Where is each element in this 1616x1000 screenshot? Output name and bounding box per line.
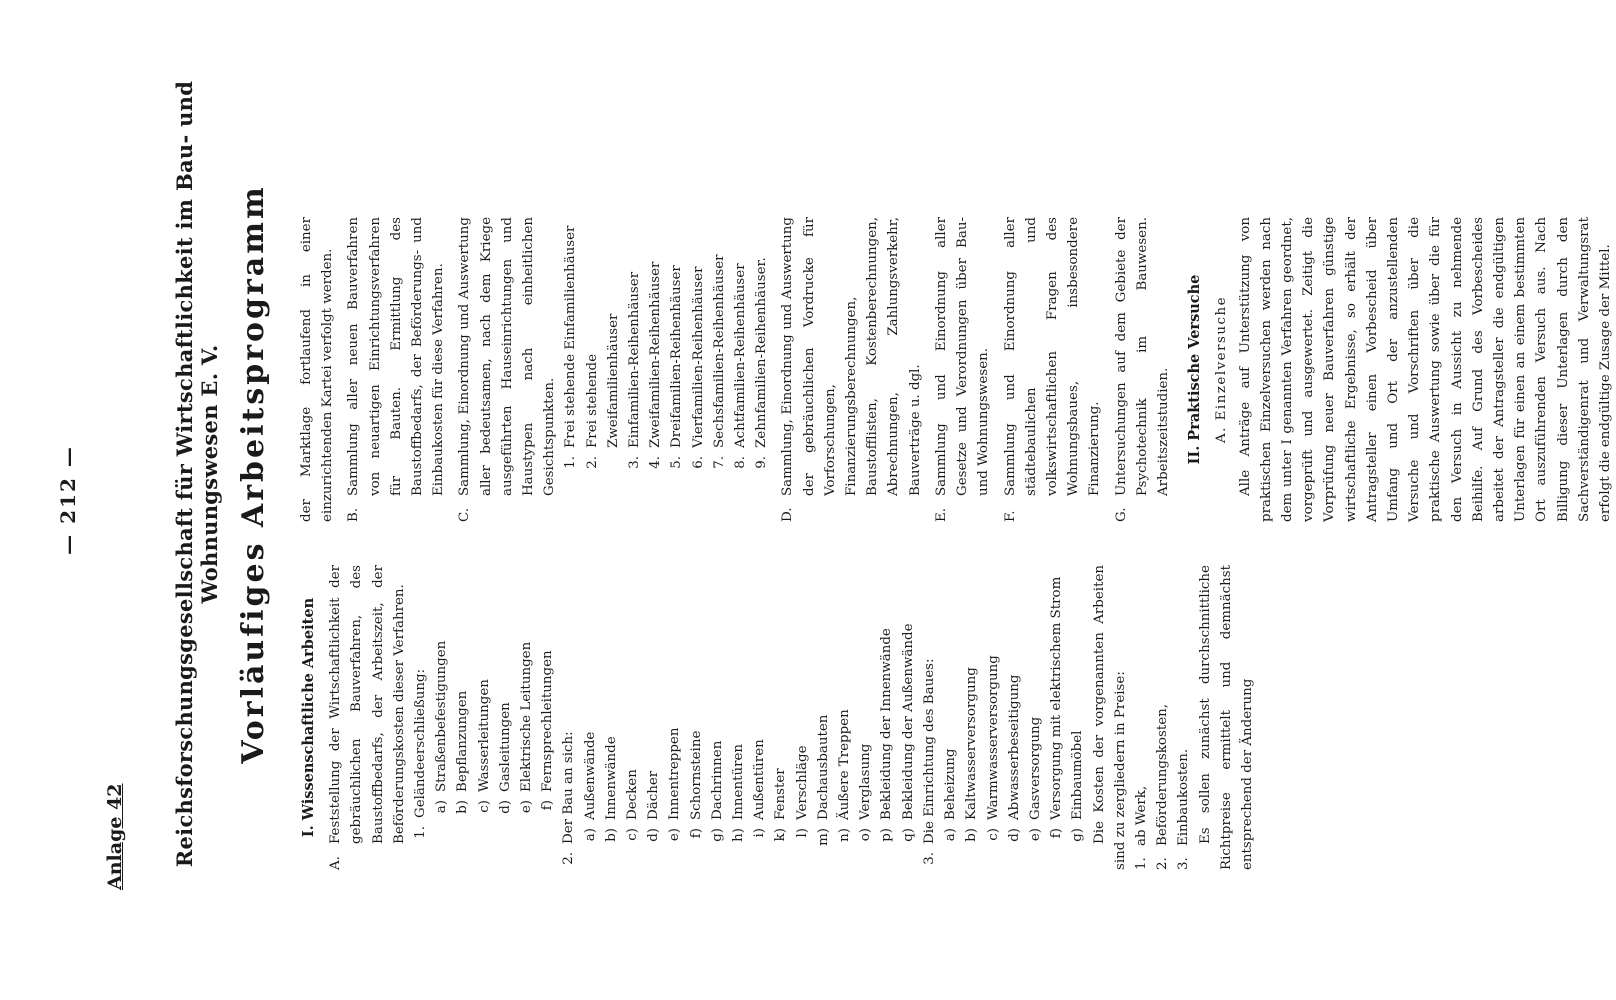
item-marker: 1. bbox=[563, 456, 579, 469]
item-marker: a) bbox=[434, 800, 450, 814]
item-text: Beförderungskosten, bbox=[1155, 703, 1171, 846]
item-marker: E. bbox=[933, 507, 949, 522]
section-2-heading: II. Praktische Versuche bbox=[1186, 274, 1204, 465]
list-item bbox=[1004, 565, 1025, 870]
item-text: Sammlung und Einordnung aller städtebaulichen und volkswirtschaftlichen Fragen des Wohnungsbaues, insbesondere Finanzierung. bbox=[1002, 217, 1103, 496]
item-text: Verglasung bbox=[858, 743, 874, 820]
item-marker: 3. bbox=[1176, 857, 1192, 870]
item-text: Dachausbauten bbox=[815, 714, 831, 820]
item-text: Bekleidung der Innenwände bbox=[879, 628, 895, 820]
list-item bbox=[940, 565, 961, 870]
list-item bbox=[452, 565, 473, 870]
list-item bbox=[666, 217, 687, 522]
item-marker: f) bbox=[540, 800, 556, 811]
list-item bbox=[686, 565, 707, 870]
item-text: Versorgung mit elektrischem Strom bbox=[1049, 576, 1065, 820]
section-2-paragraph: Alle Anträge auf Unterstützung von praktischen Einzelversuchen werden nach dem unter I genannten Verfahren geordnet, vorgeprüft und ausgewertet. Zeitigt die Vorprüfung neuer Bauverfahren günstige wirtschaftliche Ergebnisse, so erhält der Antragsteller einen Vorbescheid über Umfang und Ort der anzustellenden Versuche und Vorschriften über die praktische Auswertung sowie über die für den Versuch in Aussicht zu nehmende Beihilfe. Auf Grund des Vorbescheides arbeitet der Antragsteller die endgültigen Unterlagen für einen an einem bestimmten Ort auszuführenden Versuch aus. Nach Billigung dieser Unterlagen durch den Sachverständigenrat und Verwaltungsrat erfolgt die endgültige Zusage der Mittel. bbox=[1237, 217, 1613, 522]
item-marker: m) bbox=[815, 828, 831, 846]
section-1-item-b bbox=[343, 217, 449, 522]
item-marker: 4. bbox=[648, 456, 664, 469]
list-item bbox=[622, 565, 643, 870]
item-text: Dreifamilien-Reihenhäuser bbox=[669, 265, 685, 448]
list-item bbox=[770, 565, 791, 870]
list-item bbox=[474, 565, 495, 870]
item-text: Warmwasserversorgung bbox=[985, 655, 1001, 820]
group-label: Der Bau an sich: bbox=[561, 731, 577, 844]
item-marker: c) bbox=[476, 800, 492, 813]
list-item bbox=[645, 217, 666, 522]
item-text: Einbaumöbel bbox=[1070, 730, 1086, 820]
list-item bbox=[983, 565, 1004, 870]
item-marker: k) bbox=[773, 828, 789, 842]
item-text: Bepflanzungen bbox=[455, 690, 471, 792]
group-marker: 3. bbox=[921, 852, 937, 865]
item-marker: D. bbox=[780, 507, 796, 522]
list-item bbox=[688, 217, 709, 522]
item-marker: b) bbox=[603, 828, 619, 842]
section-1-item-g bbox=[1111, 217, 1175, 522]
item-marker: c) bbox=[985, 828, 1001, 841]
section-1-item-f bbox=[1000, 217, 1106, 522]
item-text: Innenwände bbox=[603, 736, 619, 820]
group-3-list bbox=[940, 565, 1088, 870]
list-item bbox=[580, 565, 601, 870]
item-text: Verschläge bbox=[794, 745, 810, 820]
group-label: Die Einrichtung des Baues: bbox=[921, 658, 937, 844]
item-marker: h) bbox=[731, 828, 747, 842]
item-marker: f) bbox=[688, 828, 704, 839]
item-text: Innentreppen bbox=[667, 727, 683, 820]
item-text: Kaltwasserversorgung bbox=[964, 667, 980, 820]
item-marker: e) bbox=[1027, 828, 1043, 842]
item-marker: a) bbox=[943, 828, 959, 842]
item-text: Äußere Treppen bbox=[837, 709, 853, 820]
item-text: Gasversorgung bbox=[1027, 716, 1043, 820]
item-text: Innentüren bbox=[731, 743, 747, 820]
group-1-list bbox=[431, 565, 558, 870]
list-item bbox=[431, 565, 452, 870]
organization-heading: Reichsforschungsgesellschaft für Wirtschaftlichkeit im Bau- und Wohnungswesen E. V. bbox=[172, 80, 222, 868]
list-item bbox=[728, 565, 749, 870]
item-marker: d) bbox=[1006, 828, 1022, 842]
group-2-heading bbox=[558, 565, 579, 870]
item-marker: q) bbox=[900, 828, 916, 842]
item-text: Fernsprechleitungen bbox=[540, 650, 556, 792]
page-number: — 212 — bbox=[56, 445, 80, 555]
item-marker: 2. bbox=[584, 456, 600, 469]
item-marker: 8. bbox=[733, 456, 749, 469]
item-marker: A. bbox=[328, 856, 344, 870]
item-text: Sammlung, Einordnung und Auswertung der gebräuchlichen Vordrucke für Vorforschungen, Finanzierungsberechnungen, Baustofflisten, Kostenberechnungen, Abrechnungen, Zahlungsverkehr, Bauverträge u. dgl. bbox=[780, 217, 923, 496]
list-item bbox=[749, 565, 770, 870]
item-marker: d) bbox=[497, 800, 513, 814]
item-text: Außentüren bbox=[752, 739, 768, 820]
group-label: Geländeerschließung: bbox=[413, 668, 429, 818]
item-text: Sammlung aller neuen Bauverfahren von neuartigen Einrichtungsverfahren für Bauten. Ermittlung des Baustoffbedarfs, der Beförderungs- und Einbaukosten für diese Verfahren. bbox=[346, 217, 447, 496]
item-marker: g) bbox=[709, 828, 725, 842]
item-marker: C. bbox=[457, 507, 473, 522]
list-item bbox=[709, 217, 730, 522]
item-text: Außenwände bbox=[582, 731, 598, 820]
item-marker: G. bbox=[1113, 507, 1129, 522]
item-marker: 1. bbox=[1133, 857, 1149, 870]
list-item bbox=[792, 565, 813, 870]
item-text: Feststellung der Wirtschaftlichkeit der gebräuchlichen Bauverfahren, des Baustoffbedarfs, der Arbeitszeit, der Beförderungskosten dieser Verfahren. bbox=[328, 565, 407, 844]
list-item bbox=[1152, 565, 1173, 870]
item-marker: F. bbox=[1002, 510, 1018, 522]
list-item bbox=[560, 217, 581, 522]
section-1-item-a bbox=[325, 565, 410, 870]
section-1-heading: I. Wissenschaftliche Arbeiten bbox=[300, 597, 317, 838]
item-marker: n) bbox=[837, 828, 853, 842]
list-item bbox=[516, 565, 537, 870]
item-text: Wasserleitungen bbox=[476, 679, 492, 792]
item-marker: d) bbox=[646, 828, 662, 842]
item-marker: 3. bbox=[627, 456, 643, 469]
list-item bbox=[537, 565, 558, 870]
list-item bbox=[664, 565, 685, 870]
item-marker: B. bbox=[346, 507, 362, 522]
item-text: Vierfamilien-Reihenhäuser bbox=[690, 266, 706, 448]
item-text: Decken bbox=[625, 769, 641, 820]
list-item bbox=[813, 565, 834, 870]
list-item bbox=[1173, 565, 1194, 870]
item-marker: 6. bbox=[690, 456, 706, 469]
item-text: Einfamilien-Reihenhäuser bbox=[627, 271, 643, 448]
section-1-item-c bbox=[454, 217, 560, 522]
group-3-heading bbox=[919, 565, 940, 870]
list-item bbox=[855, 565, 876, 870]
list-item bbox=[876, 565, 897, 870]
section-1-item-d bbox=[777, 217, 925, 522]
continuation-text: der Marktlage fortlaufend in einer einzurichtenden Kartei verfolgt werden. bbox=[299, 217, 336, 522]
item-marker: 2. bbox=[1155, 857, 1171, 870]
item-text: Sammlung, Einordnung und Auswertung aller bedeutsamen, nach dem Kriege ausgeführten Hauseinrichtungen und Haustypen nach einheitlichen Gesichtspunkten. bbox=[457, 217, 558, 496]
item-marker: 7. bbox=[711, 456, 727, 469]
cost-intro: Die Kosten der vorgenannten Arbeiten sind zu zergliedern in Preise: bbox=[1091, 565, 1128, 870]
item-marker: o) bbox=[858, 828, 874, 842]
item-marker: g) bbox=[1070, 828, 1086, 842]
item-text: Achtfamilien-Reihenhäuser bbox=[733, 263, 749, 448]
house-type-list bbox=[560, 217, 772, 522]
list-item bbox=[1046, 565, 1067, 870]
item-text: Sammlung und Einordnung aller Gesetze und Verordnungen über Bau- und Wohnungswesen. bbox=[933, 217, 992, 496]
list-item bbox=[898, 565, 919, 870]
item-marker: b) bbox=[964, 828, 980, 842]
item-text: Fenster bbox=[773, 768, 789, 820]
item-text: Frei stehende Einfamilienhäuser bbox=[563, 225, 579, 448]
item-text: Zehnfamilien-Reihenhäuser. bbox=[754, 257, 770, 448]
item-text: Frei stehende Zweifamilienhäuser bbox=[584, 313, 621, 448]
item-text: Elektrische Leitungen bbox=[519, 641, 535, 792]
column-1 bbox=[296, 565, 1258, 870]
item-marker: i) bbox=[752, 828, 768, 838]
item-marker: 5. bbox=[669, 456, 685, 469]
item-text: Dachrinnen bbox=[709, 740, 725, 820]
item-text: Gasleitungen bbox=[497, 702, 513, 792]
item-text: ab Werk, bbox=[1133, 785, 1149, 846]
document-title: Vorläufiges Arbeitsprogramm bbox=[236, 184, 271, 764]
item-text: Dächer bbox=[646, 770, 662, 820]
cost-list bbox=[1131, 565, 1195, 870]
item-marker: 9. bbox=[754, 456, 770, 469]
list-item bbox=[495, 565, 516, 870]
item-text: Straßenbefestigungen bbox=[434, 640, 450, 792]
item-marker: e) bbox=[667, 828, 683, 842]
list-item bbox=[1131, 565, 1152, 870]
item-marker: b) bbox=[455, 800, 471, 814]
section-1-item-e bbox=[931, 217, 995, 522]
list-item bbox=[1067, 565, 1088, 870]
item-marker: l) bbox=[794, 828, 810, 838]
list-item bbox=[624, 217, 645, 522]
appendix-label: Anlage 42 bbox=[104, 783, 126, 890]
item-marker: p) bbox=[879, 828, 895, 842]
item-marker: e) bbox=[519, 800, 535, 814]
section-2-subheading: A. Einzelversuche bbox=[1214, 295, 1230, 444]
list-item bbox=[707, 565, 728, 870]
item-text: Untersuchungen auf dem Gebiete der Psychotechnik im Bauwesen. Arbeitszeitstudien. bbox=[1113, 217, 1171, 496]
group-1-heading bbox=[410, 565, 431, 870]
item-text: Einbaukosten. bbox=[1176, 748, 1192, 846]
group-marker: 2. bbox=[561, 852, 577, 865]
list-item bbox=[751, 217, 772, 522]
list-item bbox=[834, 565, 855, 870]
item-marker: f) bbox=[1049, 828, 1065, 839]
column-2 bbox=[296, 217, 1616, 522]
group-marker: 1. bbox=[413, 826, 429, 839]
item-marker: c) bbox=[625, 828, 641, 841]
list-item bbox=[582, 217, 624, 522]
item-text: Beheizung bbox=[943, 748, 959, 820]
closing-paragraph: Es sollen zunächst durchschnittliche Richtpreise ermittelt und demnächst entsprechend der Änderung bbox=[1197, 565, 1255, 870]
item-text: Abwasserbeseitigung bbox=[1006, 674, 1022, 820]
list-item bbox=[730, 217, 751, 522]
list-item bbox=[643, 565, 664, 870]
list-item bbox=[961, 565, 982, 870]
item-text: Sechsfamilien-Reihenhäuser bbox=[711, 254, 727, 448]
list-item bbox=[1025, 565, 1046, 870]
item-text: Bekleidung der Außenwände bbox=[900, 623, 916, 820]
item-text: Zweifamilien-Reihenhäuser bbox=[648, 261, 664, 448]
group-2-list bbox=[580, 565, 919, 870]
item-text: Schornsteine bbox=[688, 730, 704, 820]
list-item bbox=[601, 565, 622, 870]
item-marker: a) bbox=[582, 828, 598, 842]
